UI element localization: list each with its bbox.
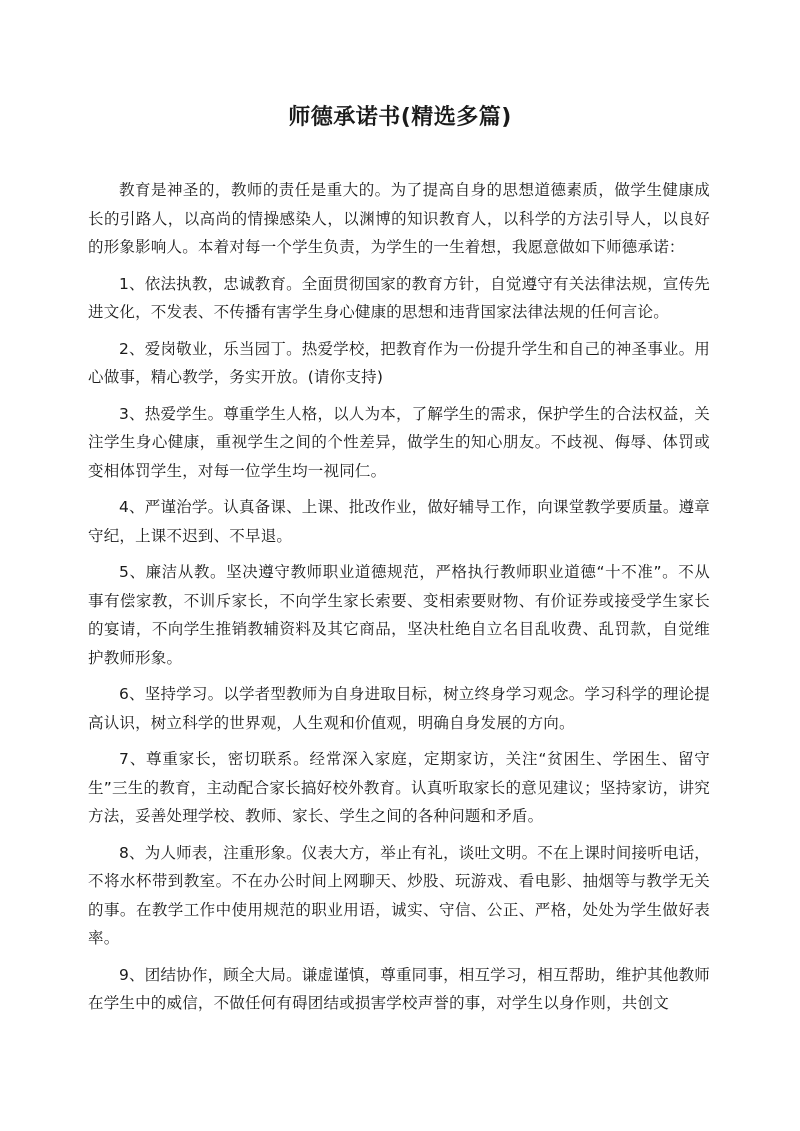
paragraph-item-4: 4、严谨治学。认真备课、上课、批改作业，做好辅导工作，向课堂教学要质量。遵章守纪，上课不迟到、不早退。 — [88, 498, 710, 545]
document-body — [88, 176, 710, 1026]
paragraph-item-5: 5、廉洁从教。坚决遵守教师职业道德规范，严格执行教师职业道德“十不准”。不从事有偿家教，不训斥家长，不向学生家长索要、变相索要财物、有价证券或接受学生家长的宴请，不向学生推销教辅资料及其它商品，坚决杜绝自立名目乱收费、乱罚款，自觉维护教师形象。 — [88, 563, 710, 667]
paragraph-intro: 教育是神圣的，教师的责任是重大的。为了提高自身的思想道德素质，做学生健康成长的引路人，以高尚的情操感染人，以渊博的知识教育人，以科学的方法引导人，以良好的形象影响人。本着对每一个学生负责，为学生的一生着想，我愿意做如下师德承诺： — [88, 181, 710, 256]
paragraph-item-2: 2、爱岗敬业，乐当园丁。热爱学校，把教育作为一份提升学生和自己的神圣事业。用心做事，精心教学，务实开放。(请你支持) — [88, 339, 710, 386]
paragraph-item-8: 8、为人师表，注重形象。仪表大方，举止有礼，谈吐文明。不在上课时间接听电话，不将水杯带到教室。不在办公时间上网聊天、炒股、玩游戏、看电影、抽烟等与教学无关的事。在教学工作中使用规范的职业用语，诚实、守信、公正、严格，处处为学生做好表率。 — [88, 843, 710, 947]
paragraph-item-1: 1、依法执教，忠诚教育。全面贯彻国家的教育方针，自觉遵守有关法律法规，宣传先进文化，不发表、不传播有害学生身心健康的思想和违背国家法律法规的任何言论。 — [88, 274, 710, 321]
paragraph-item-7: 7、尊重家长，密切联系。经常深入家庭，定期家访，关注“贫困生、学困生、留守生”三生的教育，主动配合家长搞好校外教育。认真听取家长的意见建议；坚持家访，讲究方法，妥善处理学校、教师、家长、学生之间的各种问题和矛盾。 — [88, 750, 710, 825]
paragraph-item-9: 9、团结协作，顾全大局。谦虚谨慎，尊重同事，相互学习，相互帮助，维护其他教师在学生中的威信，不做任何有碍团结或损害学校声誉的事，对学生以身作则，共创文 — [88, 965, 710, 1012]
paragraph-item-3: 3、热爱学生。尊重学生人格，以人为本，了解学生的需求，保护学生的合法权益，关注学生身心健康，重视学生之间的个性差异，做学生的知心朋友。不歧视、侮辱、体罚或变相体罚学生，对每一位学生均一视同仁。 — [88, 404, 710, 480]
paragraph-item-6: 6、坚持学习。以学者型教师为自身进取目标，树立终身学习观念。学习科学的理论提高认识，树立科学的世界观，人生观和价值观，明确自身发展的方向。 — [88, 685, 710, 732]
document-title: 师德承诺书(精选多篇) — [288, 105, 512, 130]
